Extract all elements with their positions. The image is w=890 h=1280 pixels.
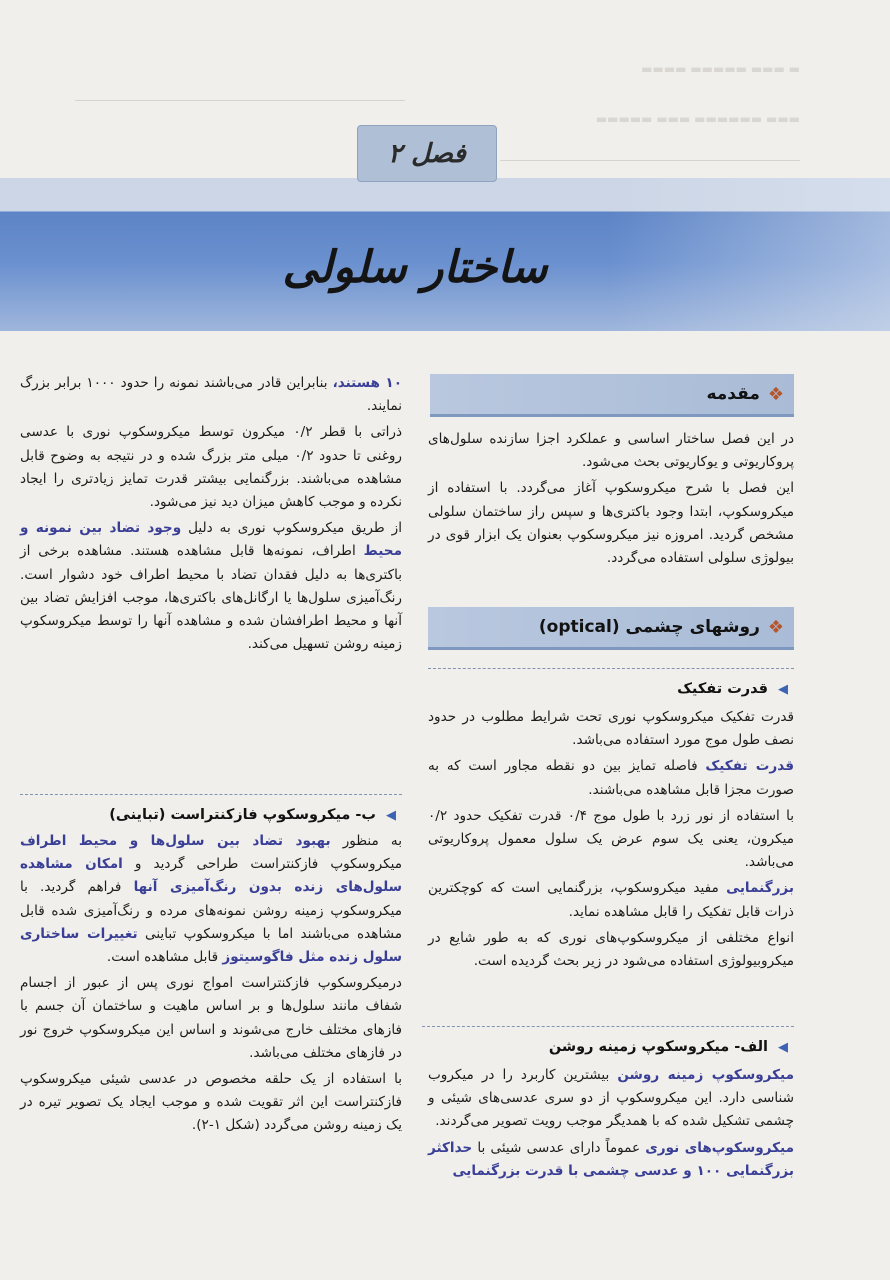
intro-text	[428, 428, 794, 573]
resolution-text	[428, 706, 794, 976]
diamond-bullet-icon: ❖	[767, 616, 784, 638]
key-term: ۱۰ هستند،	[332, 375, 403, 391]
subheading-label: قدرت تفکیک	[677, 681, 768, 697]
subheading-phase-contrast	[20, 794, 402, 823]
subheading-resolution	[428, 668, 794, 697]
key-term: وجود تضاد بین نمونه و محیط	[20, 520, 402, 560]
key-term: تغییرات ساختاری سلول زنده مثل فاگوسیتوز	[20, 925, 402, 966]
section-heading-intro	[430, 374, 794, 417]
brightfield-text	[428, 1064, 794, 1186]
paragraph: ۱۰ هستند، بنابراین قادر می‌باشند نمونه را حدود ۱۰۰۰ برابر بزرگ نمایند.	[20, 375, 403, 415]
paragraph: میکروسکوپ زمینه روشن بیشترین کاربرد را در میکروب شناسی دارد. این میکروسکوپ از دو سری عدسی‌های شیئی و چشمی تشکیل شده که با همدیگر موجب رویت تصویر می‌گردند.	[428, 1067, 794, 1130]
subheading-brightfield	[422, 1026, 794, 1055]
paragraph: از طریق میکروسکوپ نوری به دلیل وجود تضاد بین نمونه و محیط اطراف، نمونه‌ها قابل مشاهده هستند. مشاهده برخی از باکتری‌ها به دلیل فقدان تضاد با محیط اطراف خود دشوار است. رنگ‌آمیزی سلول‌ها یا ارگانل‌های باکتری‌ها، موجب افزایش تضاد بین آنها و محیط اطرافشان شده و مشاهده آنها را توسط میکروسکوپ زمینه روشن تسهیل می‌کند.	[20, 520, 402, 653]
subheading-label: الف- میکروسکوپ زمینه روشن	[548, 1039, 768, 1055]
subheading-label: ب- میکروسکوپ فازکنتراست (تباینی)	[109, 807, 376, 823]
paragraph: در این فصل ساختار اساسی و عملکرد اجزا سازنده سلول‌های پروکاریوتی و یوکاریوتی بحث می‌شود.	[428, 431, 794, 471]
paragraph: بزرگنمایی مفید میکروسکوپ، بزرگنمایی است که کوچکترین ذرات قابل تفکیک را قابل مشاهده نماید.	[428, 880, 794, 920]
section-heading-optical	[428, 607, 794, 650]
paragraph: ذراتی با قطر ۰/۲ میکرون توسط میکروسکوپ نوری با عدسی روغنی تا حدود ۰/۲ میلی متر بزرگ شده و در نتیجه به وضوح قابل مشاهده می‌باشند. بزرگنمایی بیشتر قدرت تمایز زیادتری را ایجاد نکرده و موجب کاهش میزان دید نیز می‌شود.	[20, 424, 402, 511]
key-term: بزرگنمایی	[726, 880, 794, 897]
diamond-bullet-icon: ❖	[767, 383, 784, 405]
paragraph: به منظور بهبود تضاد بین سلول‌ها و محیط اطراف میکروسکوپ فازکنتراست طراحی گردید و امکان مشاهده سلول‌های زنده بدون رنگ‌آمیزی آنها فراهم گردید. با میکروسکوپ زمینه روشن نمونه‌های مرده و رنگ‌آمیزی شده قابل مشاهده می‌باشند اما با میکروسکوپ تباینی تغییرات ساختاری سلول زنده مثل فاگوسیتوز قابل مشاهده است.	[20, 833, 403, 966]
section-heading-label: روشهای چشمی (optical)	[538, 617, 760, 637]
paragraph: با استفاده از یک حلقه مخصوص در عدسی شیئی میکروسکوپ فازکنتراست این اثر تقویت شده و موجب ایجاد یک تصویر تیره در یک زمینه روشن می‌گردد (شکل ۱-۲).	[20, 1071, 402, 1134]
section-heading-label: مقدمه	[706, 384, 760, 404]
paragraph: با استفاده از نور زرد با طول موج ۰/۴ قدرت تفکیک حدود ۰/۲ میکرون، یعنی یک سوم عرض یک سلول معمول پروکاریوتی می‌باشد.	[428, 807, 795, 871]
page-title: ساختار سلولی	[282, 241, 548, 293]
paragraph: قدرت تفکیک فاصله تمایز بین دو نقطه مجاور است که به صورت مجزا قابل مشاهده می‌باشند.	[428, 758, 794, 798]
paragraph: انواع مختلفی از میکروسکوپ‌های نوری که به طور شایع در میکروبیولوژی استفاده می‌شود در زیر بحث گردیده است.	[428, 929, 794, 970]
show-through-line	[500, 160, 800, 161]
left-column-text	[20, 372, 402, 659]
key-term: حداکثر بزرگنمایی ۱۰۰ و عدسی چشمی با قدرت بزرگنمایی	[428, 1139, 794, 1179]
triangle-bullet-icon: ◀	[778, 1040, 788, 1055]
triangle-bullet-icon: ◀	[386, 808, 396, 823]
key-term: بهبود تضاد بین سلول‌ها و محیط اطراف	[20, 833, 331, 849]
triangle-bullet-icon: ◀	[778, 682, 788, 697]
key-term: قدرت تفکیک	[705, 758, 794, 775]
paragraph: این فصل با شرح میکروسکوپ آغاز می‌گردد. با استفاده از میکروسکوپ، ابتدا وجود باکتری‌ها و سپس راز ساختمان سلولی مشخص گردید. امروزه نیز میکروسکوپ بعنوان یک ابزار قوی در بیولوژی سلولی استفاده می‌گردد.	[428, 480, 794, 567]
show-through-text: ▬▬▬ ▬▬▬▬▬▬ ▬▬▬ ▬▬▬▬▬	[595, 112, 800, 126]
paragraph: درمیکروسکوپ فازکنتراست امواج نوری پس از عبور از اجسام شفاف مانند سلول‌ها و بر اساس ماهیت و ساختمان آن جسم با فازهای مختلف خارج می‌شوند و اساس این میکروسکوپ خروج نور در فازهای مختلف می‌باشد.	[20, 975, 402, 1061]
show-through-text: ▬ ▬▬▬ ▬▬▬▬▬ ▬▬▬▬	[641, 62, 800, 76]
phase-contrast-text	[20, 830, 402, 1141]
title-band-highlight	[610, 178, 890, 331]
chapter-badge: فصل ۲	[357, 125, 497, 182]
show-through-line	[75, 100, 405, 101]
paragraph: قدرت تفکیک میکروسکوپ نوری تحت شرایط مطلوب در حدود نصف طول موج مورد استفاده می‌باشد.	[428, 709, 794, 749]
key-term: میکروسکوپ‌های نوری	[645, 1139, 794, 1156]
key-term: امکان مشاهده سلول‌های زنده بدون رنگ‌آمیزی آنها	[20, 856, 402, 896]
paragraph: میکروسکوپ‌های نوری عموماً دارای عدسی شیئی با حداکثر بزرگنمایی ۱۰۰ و عدسی چشمی با قدرت بزرگنمایی	[428, 1139, 794, 1179]
key-term: میکروسکوپ زمینه روشن	[617, 1067, 794, 1083]
